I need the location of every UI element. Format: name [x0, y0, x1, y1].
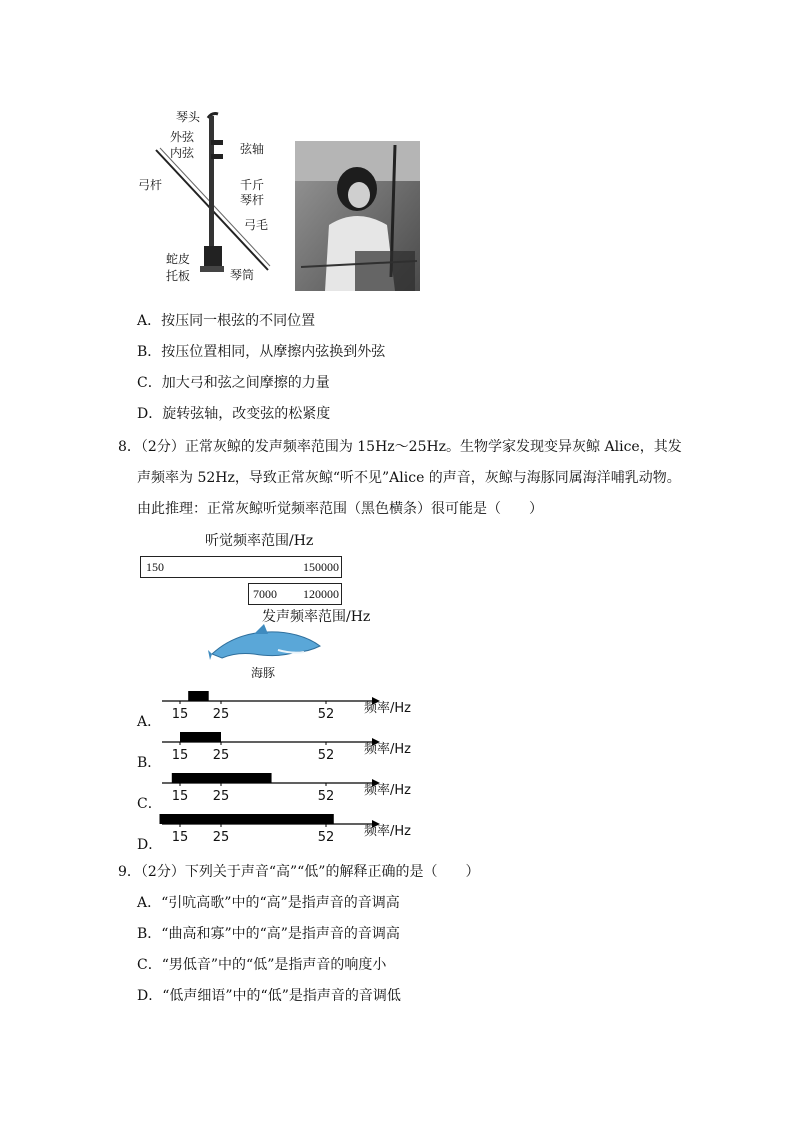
option-c-tick-label-15: 15: [171, 789, 189, 804]
option-d-tick-label-15: 15: [171, 830, 189, 845]
q8-option-c-letter: C．: [137, 796, 162, 812]
hearing-high: 150000: [303, 560, 339, 574]
q9-stem: 9．（2分）下列关于声音“高”“低”的解释正确的是（ ）: [118, 864, 480, 880]
option-d-tick-label-25: 25: [212, 830, 230, 845]
label-qintou: 琴头: [176, 110, 201, 124]
option-c-bar: [172, 773, 272, 783]
label-qintong: 琴筒: [230, 268, 255, 282]
option-b-tick-label-25: 25: [212, 748, 230, 763]
q7-option-a: A．按压同一根弦的不同位置: [137, 313, 316, 329]
dolphin-voice-box: [248, 583, 342, 605]
label-tuoban: 托板: [166, 269, 191, 283]
erhu-player-photo: [295, 141, 420, 291]
q8-option-d-letter: D．: [137, 837, 163, 853]
q9-option-b: B．“曲高和寡”中的“高”是指声音的音调高: [137, 926, 400, 942]
q9-option-d: D．“低声细语”中的“低”是指声音的音调低: [137, 988, 401, 1004]
label-shepi: 蛇皮: [166, 252, 191, 266]
dolphin-label: 海豚: [251, 666, 276, 680]
option-a-tick-label-15: 15: [171, 707, 189, 722]
option-d-bar: [160, 814, 334, 824]
option-c-tick-label-52: 52: [317, 789, 335, 804]
label-qianjin: 千斤: [240, 178, 265, 192]
option-d-axis-unit: 频率/Hz: [364, 824, 411, 839]
q9-option-a: A．“引吭高歌”中的“高”是指声音的音调高: [137, 895, 400, 911]
option-a-axis-unit: 频率/Hz: [364, 701, 411, 716]
label-neixian: 内弦: [170, 146, 195, 160]
dolphin-illustration: [208, 624, 324, 664]
dolphin-hearing-title: 听觉频率范围/Hz: [205, 533, 314, 549]
q8-stem-line3: 由此推理：正常灰鲸听觉频率范围（黑色横条）很可能是（ ）: [137, 501, 543, 517]
voice-low: 7000: [253, 587, 277, 601]
q9-option-c: C．“男低音”中的“低”是指声音的响度小: [137, 957, 387, 973]
q7-option-c: C．加大弓和弦之间摩擦的力量: [137, 375, 330, 391]
hearing-low: 150: [146, 560, 164, 574]
label-qingan: 琴杆: [240, 193, 265, 207]
label-gongmao: 弓毛: [244, 218, 269, 232]
q8-option-b-letter: B．: [137, 755, 162, 771]
erhu-diagram: [138, 104, 278, 292]
q7-option-d: D．旋转弦轴，改变弦的松紧度: [137, 406, 331, 422]
option-c-tick-label-25: 25: [212, 789, 230, 804]
option-a-tick-label-25: 25: [212, 707, 230, 722]
label-xianzhou: 弦轴: [240, 142, 265, 156]
option-a-bar: [188, 691, 209, 701]
option-b-bar: [180, 732, 221, 742]
q8-option-a-letter: A．: [137, 714, 162, 730]
option-b-tick-label-15: 15: [171, 748, 189, 763]
q8-stem-line2: 声频率为 52Hz，导致正常灰鲸“听不见”Alice 的声音，灰鲸与海豚同属海洋哺乳动物。: [137, 470, 681, 486]
dolphin-voice-title: 发声频率范围/Hz: [262, 609, 371, 625]
option-d-tick-label-52: 52: [317, 830, 335, 845]
option-b-tick-label-52: 52: [317, 748, 335, 763]
option-b-axis-unit: 频率/Hz: [364, 742, 411, 757]
label-gonggan: 弓杆: [138, 178, 163, 192]
label-waixian: 外弦: [170, 130, 195, 144]
q8-stem-line1: 8．（2分）正常灰鲸的发声频率范围为 15Hz～25Hz。生物学家发现变异灰鲸 Alice，其发: [118, 439, 682, 455]
q7-option-b: B．按压位置相同，从摩擦内弦换到外弦: [137, 344, 386, 360]
dolphin-hearing-box: [140, 556, 342, 578]
q8-frequency-bars: [150, 686, 430, 852]
option-c-axis-unit: 频率/Hz: [364, 783, 411, 798]
voice-high: 120000: [303, 587, 339, 601]
option-a-tick-label-52: 52: [317, 707, 335, 722]
